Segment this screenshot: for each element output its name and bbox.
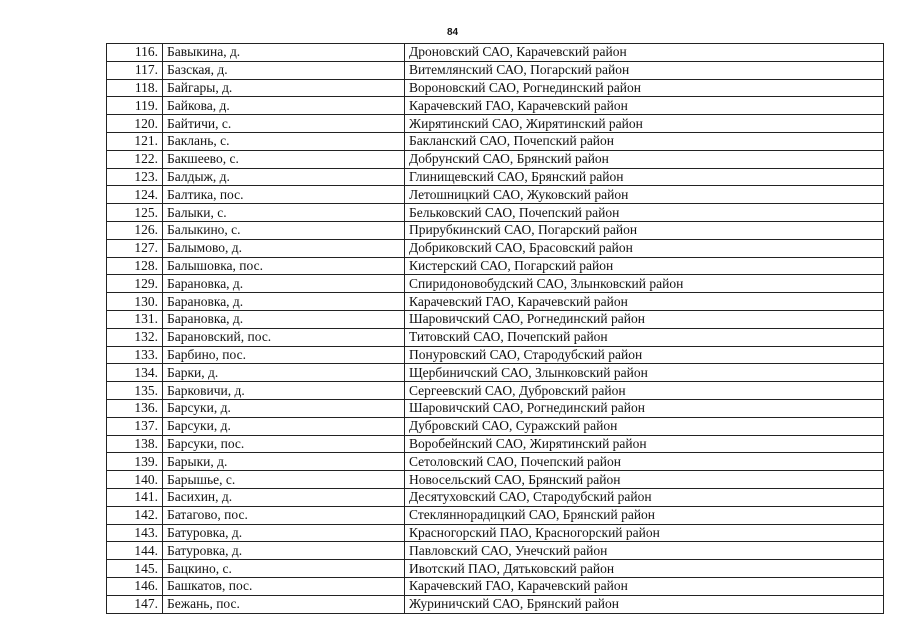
settlement-name: Балыки, с. (163, 204, 405, 222)
settlement-name: Бежань, пос. (163, 595, 405, 613)
row-number: 126. (107, 221, 163, 239)
table-row (107, 346, 884, 364)
administrative-unit: Ивотский ПАО, Дятьковский район (405, 560, 884, 578)
row-number: 147. (107, 595, 163, 613)
table-row (107, 435, 884, 453)
table-row (107, 506, 884, 524)
row-number: 119. (107, 97, 163, 115)
row-number: 145. (107, 560, 163, 578)
table-row (107, 560, 884, 578)
administrative-unit: Спиридоновобудский САО, Злынковский район (405, 275, 884, 293)
table-row (107, 453, 884, 471)
administrative-unit: Стекляннорадицкий САО, Брянский район (405, 506, 884, 524)
row-number: 118. (107, 79, 163, 97)
row-number: 136. (107, 399, 163, 417)
settlement-name: Бакшеево, с. (163, 150, 405, 168)
row-number: 125. (107, 204, 163, 222)
settlement-name: Бавыкина, д. (163, 44, 405, 62)
settlement-name: Барсуки, пос. (163, 435, 405, 453)
table-row (107, 471, 884, 489)
table-row (107, 595, 884, 613)
administrative-unit: Кистерский САО, Погарский район (405, 257, 884, 275)
row-number: 128. (107, 257, 163, 275)
administrative-unit: Шаровичский САО, Рогнединский район (405, 310, 884, 328)
row-number: 116. (107, 44, 163, 62)
table-row (107, 44, 884, 62)
row-number: 131. (107, 310, 163, 328)
settlement-name: Барановка, д. (163, 275, 405, 293)
settlement-name: Барановка, д. (163, 293, 405, 311)
table-row (107, 257, 884, 275)
administrative-unit: Павловский САО, Унечский район (405, 542, 884, 560)
row-number: 140. (107, 471, 163, 489)
settlement-name: Батагово, пос. (163, 506, 405, 524)
settlement-name: Батуровка, д. (163, 524, 405, 542)
table-row (107, 417, 884, 435)
administrative-unit: Сергеевский САО, Дубровский район (405, 382, 884, 400)
settlement-name: Барсуки, д. (163, 417, 405, 435)
table-row (107, 115, 884, 133)
row-number: 130. (107, 293, 163, 311)
table-row (107, 382, 884, 400)
administrative-unit: Добриковский САО, Брасовский район (405, 239, 884, 257)
table-row (107, 204, 884, 222)
row-number: 129. (107, 275, 163, 293)
row-number: 138. (107, 435, 163, 453)
table-row (107, 186, 884, 204)
settlement-name: Байтичи, с. (163, 115, 405, 133)
administrative-unit: Красногорский ПАО, Красногорский район (405, 524, 884, 542)
table-row (107, 150, 884, 168)
administrative-unit: Бакланский САО, Почепский район (405, 132, 884, 150)
administrative-unit: Добрунский САО, Брянский район (405, 150, 884, 168)
table-row (107, 310, 884, 328)
table-row (107, 399, 884, 417)
settlement-name: Батуровка, д. (163, 542, 405, 560)
settlement-name: Барыки, д. (163, 453, 405, 471)
row-number: 139. (107, 453, 163, 471)
row-number: 134. (107, 364, 163, 382)
table-row (107, 132, 884, 150)
settlement-name: Барышье, с. (163, 471, 405, 489)
settlement-name: Баклань, с. (163, 132, 405, 150)
table-row (107, 239, 884, 257)
administrative-unit: Карачевский ГАО, Карачевский район (405, 97, 884, 115)
administrative-unit: Журиничский САО, Брянский район (405, 595, 884, 613)
administrative-unit: Карачевский ГАО, Карачевский район (405, 293, 884, 311)
administrative-unit: Щербиничский САО, Злынковский район (405, 364, 884, 382)
settlement-name: Байгары, д. (163, 79, 405, 97)
administrative-unit: Дубровский САО, Суражский район (405, 417, 884, 435)
row-number: 117. (107, 61, 163, 79)
table-row (107, 542, 884, 560)
table-row (107, 328, 884, 346)
row-number: 142. (107, 506, 163, 524)
administrative-unit: Дроновский САО, Карачевский район (405, 44, 884, 62)
settlement-name: Базская, д. (163, 61, 405, 79)
row-number: 121. (107, 132, 163, 150)
administrative-unit: Воробейнский САО, Жирятинский район (405, 435, 884, 453)
table-row (107, 61, 884, 79)
administrative-unit: Прирубкинский САО, Погарский район (405, 221, 884, 239)
settlement-name: Барковичи, д. (163, 382, 405, 400)
row-number: 137. (107, 417, 163, 435)
settlement-name: Барановка, д. (163, 310, 405, 328)
administrative-unit: Бельковский САО, Почепский район (405, 204, 884, 222)
settlement-name: Балымово, д. (163, 239, 405, 257)
settlement-name: Барановский, пос. (163, 328, 405, 346)
settlement-name: Барки, д. (163, 364, 405, 382)
row-number: 120. (107, 115, 163, 133)
administrative-unit: Новосельский САО, Брянский район (405, 471, 884, 489)
table-row (107, 275, 884, 293)
administrative-unit: Десятуховский САО, Стародубский район (405, 488, 884, 506)
settlement-table (106, 43, 884, 614)
table-row (107, 293, 884, 311)
settlement-name: Балдыж, д. (163, 168, 405, 186)
row-number: 133. (107, 346, 163, 364)
administrative-unit: Титовский САО, Почепский район (405, 328, 884, 346)
administrative-unit: Карачевский ГАО, Карачевский район (405, 577, 884, 595)
table-row (107, 364, 884, 382)
table-row (107, 488, 884, 506)
page-number: 84 (446, 27, 459, 38)
settlement-name: Балыкино, с. (163, 221, 405, 239)
row-number: 132. (107, 328, 163, 346)
row-number: 135. (107, 382, 163, 400)
row-number: 122. (107, 150, 163, 168)
settlement-name: Балтика, пос. (163, 186, 405, 204)
administrative-unit: Витемлянский САО, Погарский район (405, 61, 884, 79)
table-row (107, 221, 884, 239)
administrative-unit: Летошницкий САО, Жуковский район (405, 186, 884, 204)
table-row (107, 97, 884, 115)
row-number: 123. (107, 168, 163, 186)
row-number: 141. (107, 488, 163, 506)
administrative-unit: Глинищевский САО, Брянский район (405, 168, 884, 186)
settlement-name: Бацкино, с. (163, 560, 405, 578)
settlement-name: Башкатов, пос. (163, 577, 405, 595)
row-number: 143. (107, 524, 163, 542)
settlement-table-body (107, 44, 884, 614)
administrative-unit: Шаровичский САО, Рогнединский район (405, 399, 884, 417)
row-number: 127. (107, 239, 163, 257)
row-number: 146. (107, 577, 163, 595)
row-number: 144. (107, 542, 163, 560)
administrative-unit: Вороновский САО, Рогнединский район (405, 79, 884, 97)
table-row (107, 168, 884, 186)
settlement-name: Басихин, д. (163, 488, 405, 506)
row-number: 124. (107, 186, 163, 204)
administrative-unit: Жирятинский САО, Жирятинский район (405, 115, 884, 133)
table-row (107, 524, 884, 542)
settlement-name: Барбино, пос. (163, 346, 405, 364)
administrative-unit: Сетоловский САО, Почепский район (405, 453, 884, 471)
settlement-name: Балышовка, пос. (163, 257, 405, 275)
table-row (107, 79, 884, 97)
administrative-unit: Понуровский САО, Стародубский район (405, 346, 884, 364)
settlement-name: Барсуки, д. (163, 399, 405, 417)
table-row (107, 577, 884, 595)
settlement-name: Байкова, д. (163, 97, 405, 115)
